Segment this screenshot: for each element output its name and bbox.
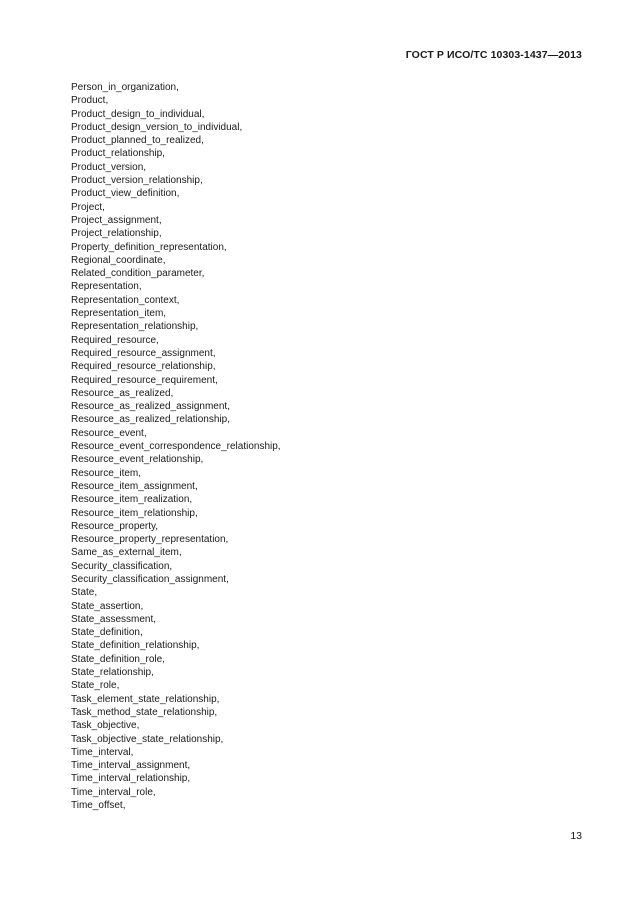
list-item: State_definition_role,: [71, 653, 165, 665]
list-item: Product_view_definition,: [71, 188, 180, 200]
list-item: Security_classification_assignment,: [71, 573, 229, 585]
list-item: Resource_as_realized_relationship,: [71, 414, 230, 426]
list-item: Product_version_relationship,: [71, 175, 203, 187]
list-item: Resource_property_representation,: [71, 534, 229, 546]
list-item: Project,: [71, 201, 105, 213]
list-item: State_role,: [71, 680, 120, 692]
list-item: Representation,: [71, 281, 142, 293]
list-item: State_assessment,: [71, 613, 157, 625]
page-number: 13: [570, 830, 582, 842]
list-item: Resource_event,: [71, 427, 147, 439]
list-item: State_assertion,: [71, 600, 144, 612]
list-item: Resource_item_realization,: [71, 494, 193, 506]
list-item: Required_resource_requirement,: [71, 374, 218, 386]
list-item: Time_interval_assignment,: [71, 760, 191, 772]
list-item: Representation_item,: [71, 308, 167, 320]
list-item: Representation_relationship,: [71, 321, 199, 333]
list-item: Time_interval_role,: [71, 786, 156, 798]
list-item: State_definition,: [71, 627, 143, 639]
list-item: Time_interval_relationship,: [71, 773, 191, 785]
list-item: Required_resource_relationship,: [71, 361, 216, 373]
list-item: Time_offset,: [71, 800, 126, 812]
list-item: Task_objective_state_relationship,: [71, 733, 224, 745]
list-item: Project_assignment,: [71, 214, 162, 226]
list-item: Task_objective,: [71, 720, 140, 732]
list-item: Security_classification,: [71, 560, 173, 572]
list-item: Product_design_to_individual,: [71, 108, 205, 120]
list-item: Product_version,: [71, 161, 147, 173]
list-item: Property_definition_representation,: [71, 241, 227, 253]
page-header: ГОСТ Р ИСО/ТС 10303-1437—2013: [405, 49, 582, 61]
list-item: Resource_event_relationship,: [71, 454, 204, 466]
list-item: Project_relationship,: [71, 228, 162, 240]
list-item: Resource_item_assignment,: [71, 480, 198, 492]
list-item: Same_as_external_item,: [71, 547, 182, 559]
list-item: Task_element_state_relationship,: [71, 693, 220, 705]
list-item: Related_condition_parameter,: [71, 268, 205, 280]
list-item: Regional_coordinate,: [71, 254, 166, 266]
list-item: Time_interval,: [71, 746, 134, 758]
list-item: Product_planned_to_realized,: [71, 135, 204, 147]
list-item: Resource_as_realized_assignment,: [71, 401, 230, 413]
list-item: Product_relationship,: [71, 148, 165, 160]
list-item: Required_resource_assignment,: [71, 347, 216, 359]
list-item: Resource_as_realized,: [71, 387, 174, 399]
list-item: Task_method_state_relationship,: [71, 706, 218, 718]
list-item: Product_design_version_to_individual,: [71, 121, 243, 133]
list-item: Person_in_organization,: [71, 82, 179, 93]
list-item: State,: [71, 587, 98, 599]
list-item: Resource_event_correspondence_relationship,: [71, 441, 281, 453]
list-item: State_relationship,: [71, 667, 154, 679]
list-item: State_definition_relationship,: [71, 640, 200, 652]
list-item: Required_resource,: [71, 334, 159, 346]
entity-list: [71, 81, 281, 812]
list-item: Resource_property,: [71, 520, 159, 532]
list-item: Representation_context,: [71, 294, 180, 306]
list-item: Product,: [71, 95, 109, 107]
list-item: Resource_item,: [71, 467, 142, 479]
list-item: Resource_item_relationship,: [71, 507, 198, 519]
